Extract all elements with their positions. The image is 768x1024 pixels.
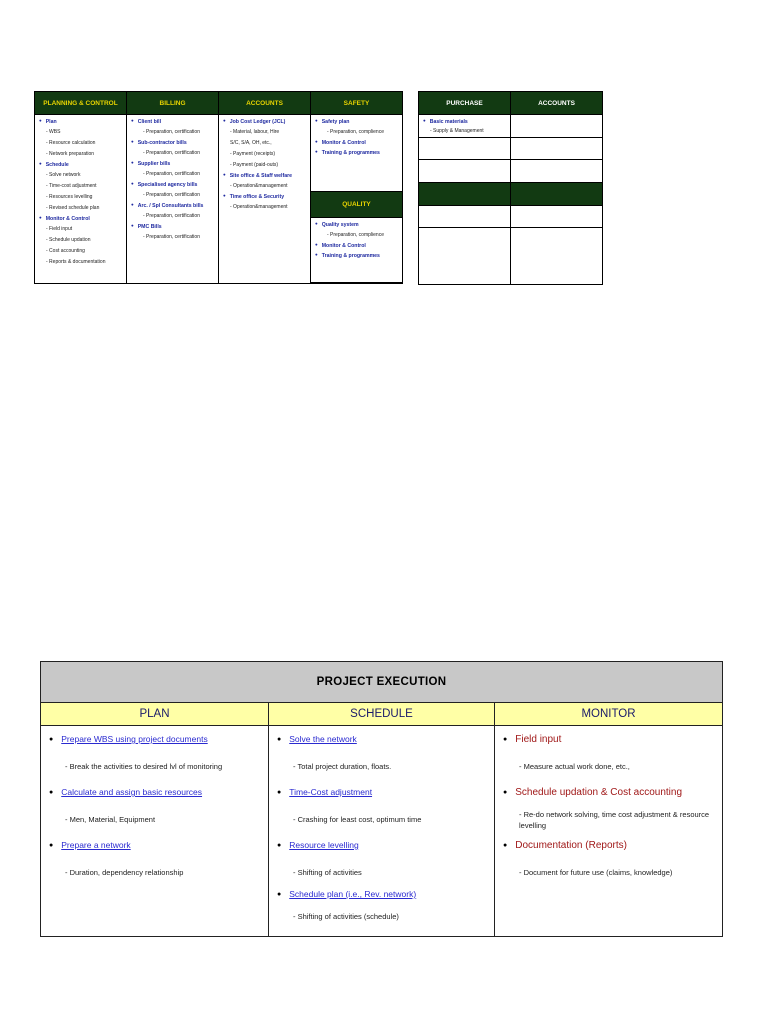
safety-bullet-item: ● Safety plan [315,117,400,127]
billing-bullet-item: ● Specialised agency bills [131,180,216,190]
planning-sub-item: - WBS [46,129,61,135]
schedule-item-levelling[interactable]: ● Resource levelling [277,839,488,853]
planning-sub-item: - Cost accounting [46,248,85,254]
quality-filler [311,282,403,283]
quality-list [311,218,402,262]
planning-sub-item: - Solve network [46,172,81,178]
monitor-item-documentation: ● Documentation (Reports) [503,839,716,853]
safety-sub-item: - Preparation, complience [327,129,384,135]
schedule-note-plan: - Shifting of activities (schedule) [293,912,399,921]
billing-sub-item: - Preparation, certification [143,150,200,156]
header-accounts: ACCOUNTS [219,92,311,115]
billing-sub-item: - Preparation, certification [143,213,200,219]
accounts-cell [219,115,311,284]
quality-cell [311,217,403,282]
header-purchase: PURCHASE [419,92,511,115]
accounts-right-cell-2 [511,138,603,160]
departments-table [34,91,403,284]
project-execution-table [40,661,723,937]
planning-cell [35,115,127,284]
accounts-right-cell-4 [511,206,603,228]
planning-sub-item: - Resources levelling [46,194,93,200]
billing-sub-item: - Preparation, certification [143,129,200,135]
safety-bullet-item: ● Training & programmes [315,148,400,158]
schedule-note-timecost: - Crashing for least cost, optimum time [293,815,422,824]
purchase-sub: - Supply & Management [430,128,484,134]
planning-sub-item: - Revised schedule plan [46,205,100,211]
schedule-note-levelling: - Shifting of activities [293,868,362,877]
planning-sub-item: - Resource calculation [46,140,96,146]
plan-header: PLAN [41,703,269,726]
purchase-empty-cell-2 [419,160,511,183]
billing-cell [127,115,219,284]
monitor-note-field: - Measure actual work done, etc., [519,762,630,771]
purchase-accounts-table [418,91,603,285]
accounts-sub-item: S/C, S/A, OH, etc., [230,140,272,146]
monitor-header: MONITOR [495,703,723,726]
quality-bullet-item: ● Quality system [315,220,400,230]
planning-bullet-item: ● Monitor & Control [39,214,124,224]
schedule-header: SCHEDULE [269,703,495,726]
plan-note-wbs: - Break the activities to desired lvl of monitoring [65,762,223,771]
header-quality: QUALITY [311,191,403,217]
accounts-sub-item: - Payment (paid-outs) [230,162,279,168]
monitor-note-documentation: - Document for future use (claims, knowledge) [519,868,673,877]
schedule-item-timecost[interactable]: ● Time-Cost adjustment [277,786,488,800]
planning-bullet-item: ● Plan [39,117,124,127]
plan-item-wbs[interactable]: ● Prepare WBS using project documents [49,733,262,747]
header-planning-control: PLANNING & CONTROL [35,92,127,115]
purchase-empty-cell-1 [419,138,511,160]
monitor-item-updation: ● Schedule updation & Cost accounting [503,786,716,800]
purchase-empty-cell-4 [419,228,511,285]
billing-sub-item: - Preparation, certification [143,171,200,177]
purchase-blank-header [419,183,511,206]
monitor-column [495,726,723,937]
plan-note-network: - Duration, dependency relationship [65,868,184,877]
quality-bullet-item: ● Training & programmes [315,251,400,261]
accounts-sub-item: - Payment (receipts) [230,151,276,157]
accounts-list [219,115,310,214]
schedule-note-solve: - Total project duration, floats. [293,762,392,771]
plan-column [41,726,269,937]
header-accounts-right: ACCOUNTS [511,92,603,115]
purchase-cell [419,115,511,138]
purchase-empty-cell-3 [419,206,511,228]
planning-sub-item: - Time-cost adjustment [46,183,97,189]
billing-bullet-item: ● Supplier bills [131,159,216,169]
quality-bullet-item: ● Monitor & Control [315,241,400,251]
billing-sub-item: - Preparation, certification [143,234,200,240]
accounts-sub-item: - Operation&management [230,204,288,210]
safety-bullet-item: ● Monitor & Control [315,138,400,148]
quality-sub-item: - Preparation, complience [327,231,384,238]
monitor-item-field: ● Field input [503,733,716,747]
billing-bullet-item: ● PMC Bills [131,222,216,232]
planning-list [35,115,126,269]
planning-bullet-item: ● Schedule [39,160,124,170]
planning-sub-item: - Network preparation [46,151,95,157]
planning-sub-item: - Schedule updation [46,237,91,243]
plan-item-resources[interactable]: ● Calculate and assign basic resources [49,786,262,800]
safety-cell [311,115,403,192]
schedule-item-solve[interactable]: ● Solve the network [277,733,488,747]
accounts-sub-item: - Material, labour, Hire [230,129,280,135]
billing-bullet-item: ● Arc. / Spl Consultants bills [131,201,216,211]
header-billing: BILLING [127,92,219,115]
accounts-right-cell-1 [511,115,603,138]
accounts-right-cell-3 [511,160,603,183]
accounts-bullet-item: ● Job Cost Ledger (JCL) [223,117,308,127]
accounts-sub-item: - Operation&management [230,183,288,189]
monitor-note-updation: - Re-do network solving, time cost adjustment & resource levelling [519,810,710,830]
accounts-bullet-item: ● Site office & Staff welfare [223,171,308,181]
accounts-blank-header [511,183,603,206]
purchase-bullet: ● Basic materials [423,117,508,127]
plan-note-resources: - Men, Material, Equipment [65,815,156,824]
schedule-item-plan[interactable]: ● Schedule plan (i.e., Rev. network) [277,888,488,902]
schedule-column [269,726,495,937]
billing-list [127,115,218,244]
plan-item-network[interactable]: ● Prepare a network [49,839,262,853]
header-safety: SAFETY [311,92,403,115]
project-execution-title: PROJECT EXECUTION [41,662,723,703]
accounts-bullet-item: ● Time office & Security [223,192,308,202]
planning-sub-item: - Reports & documentation [46,259,106,265]
accounts-right-cell-5 [511,228,603,285]
planning-sub-item: - Field input [46,226,73,232]
billing-bullet-item: ● Client bill [131,117,216,127]
safety-list [311,115,402,159]
billing-sub-item: - Preparation, certification [143,192,200,198]
billing-bullet-item: ● Sub-contractor bills [131,138,216,148]
